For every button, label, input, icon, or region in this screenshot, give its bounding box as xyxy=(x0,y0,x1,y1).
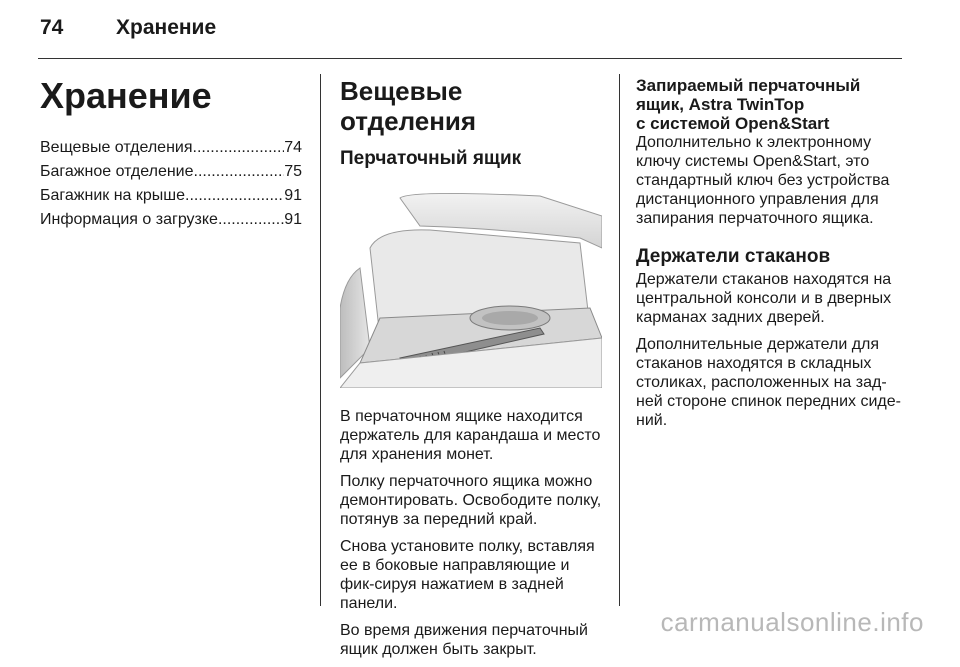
header-rule xyxy=(38,58,902,59)
toc-entry[interactable] xyxy=(40,136,302,160)
toc-entry-page: 75 xyxy=(284,163,302,180)
toc-entry-page: 74 xyxy=(284,139,302,156)
toc-leader xyxy=(194,160,285,184)
paragraph: Дополнительно к электронному ключу системы Open&Start, это стандартный ключ без устройства дистанционного управления для запирания перчаточного ящика. xyxy=(636,134,890,227)
toc-entry-label: Вещевые отделения xyxy=(40,139,193,156)
toc-column xyxy=(40,76,302,232)
lockable-glovebox-heading-line: Запираемый перчаточный xyxy=(636,76,861,95)
watermark: carmanualsonline.info xyxy=(660,607,924,637)
toc-entry[interactable] xyxy=(40,184,302,208)
paragraph: Полку перчаточного ящика можно демонтировать. Освободите полку, потянув за передний край. xyxy=(340,473,602,528)
page-header xyxy=(40,16,216,40)
toc-entry[interactable] xyxy=(40,208,302,232)
glovebox-illustration xyxy=(340,188,602,388)
toc-entry-page: 91 xyxy=(284,211,302,228)
lockable-column xyxy=(636,76,906,438)
paragraph: Держатели стаканов находятся на центральной консоли и в дверных карманах задних дверей. xyxy=(636,271,892,326)
page-number: 74 xyxy=(40,16,64,39)
header-section-title: Хранение xyxy=(116,16,217,39)
cupholders-heading: Держатели стаканов xyxy=(636,246,831,267)
subsection-title: Перчаточный ящик xyxy=(340,148,522,169)
paragraph: Во время движения перчаточный ящик должен быть закрыт. xyxy=(340,622,588,658)
column-divider-left xyxy=(320,74,321,606)
toc-entry-label: Багажное отделение xyxy=(40,163,194,180)
paragraph: Дополнительные держатели для стаканов находятся в складных столиках, расположенных на зад-ней стороне спинок передних сиде-ний. xyxy=(636,336,901,429)
toc-entry[interactable] xyxy=(40,160,302,184)
toc-entry-label: Информация о загрузке xyxy=(40,211,218,228)
column-divider-right xyxy=(619,74,620,606)
toc-leader xyxy=(218,208,284,232)
chapter-title: Хранение xyxy=(40,75,212,116)
section-title: Вещевые отделения xyxy=(340,76,477,136)
toc-leader xyxy=(185,184,284,208)
paragraph: В перчаточном ящике находится держатель для карандаша и место для хранения монет. xyxy=(340,408,601,463)
lockable-glovebox-heading-line: ящик, Astra TwinTop xyxy=(636,95,805,114)
toc-leader xyxy=(193,136,285,160)
lockable-glovebox-heading-line: с системой Open&Start xyxy=(636,114,830,133)
storage-column xyxy=(340,76,602,667)
paragraph: Снова установите полку, вставляя ее в боковые направляющие и фик-сируя нажатием в задней панели. xyxy=(340,538,595,612)
toc-entry-label: Багажник на крыше xyxy=(40,187,186,204)
toc-entry-page: 91 xyxy=(284,187,302,204)
